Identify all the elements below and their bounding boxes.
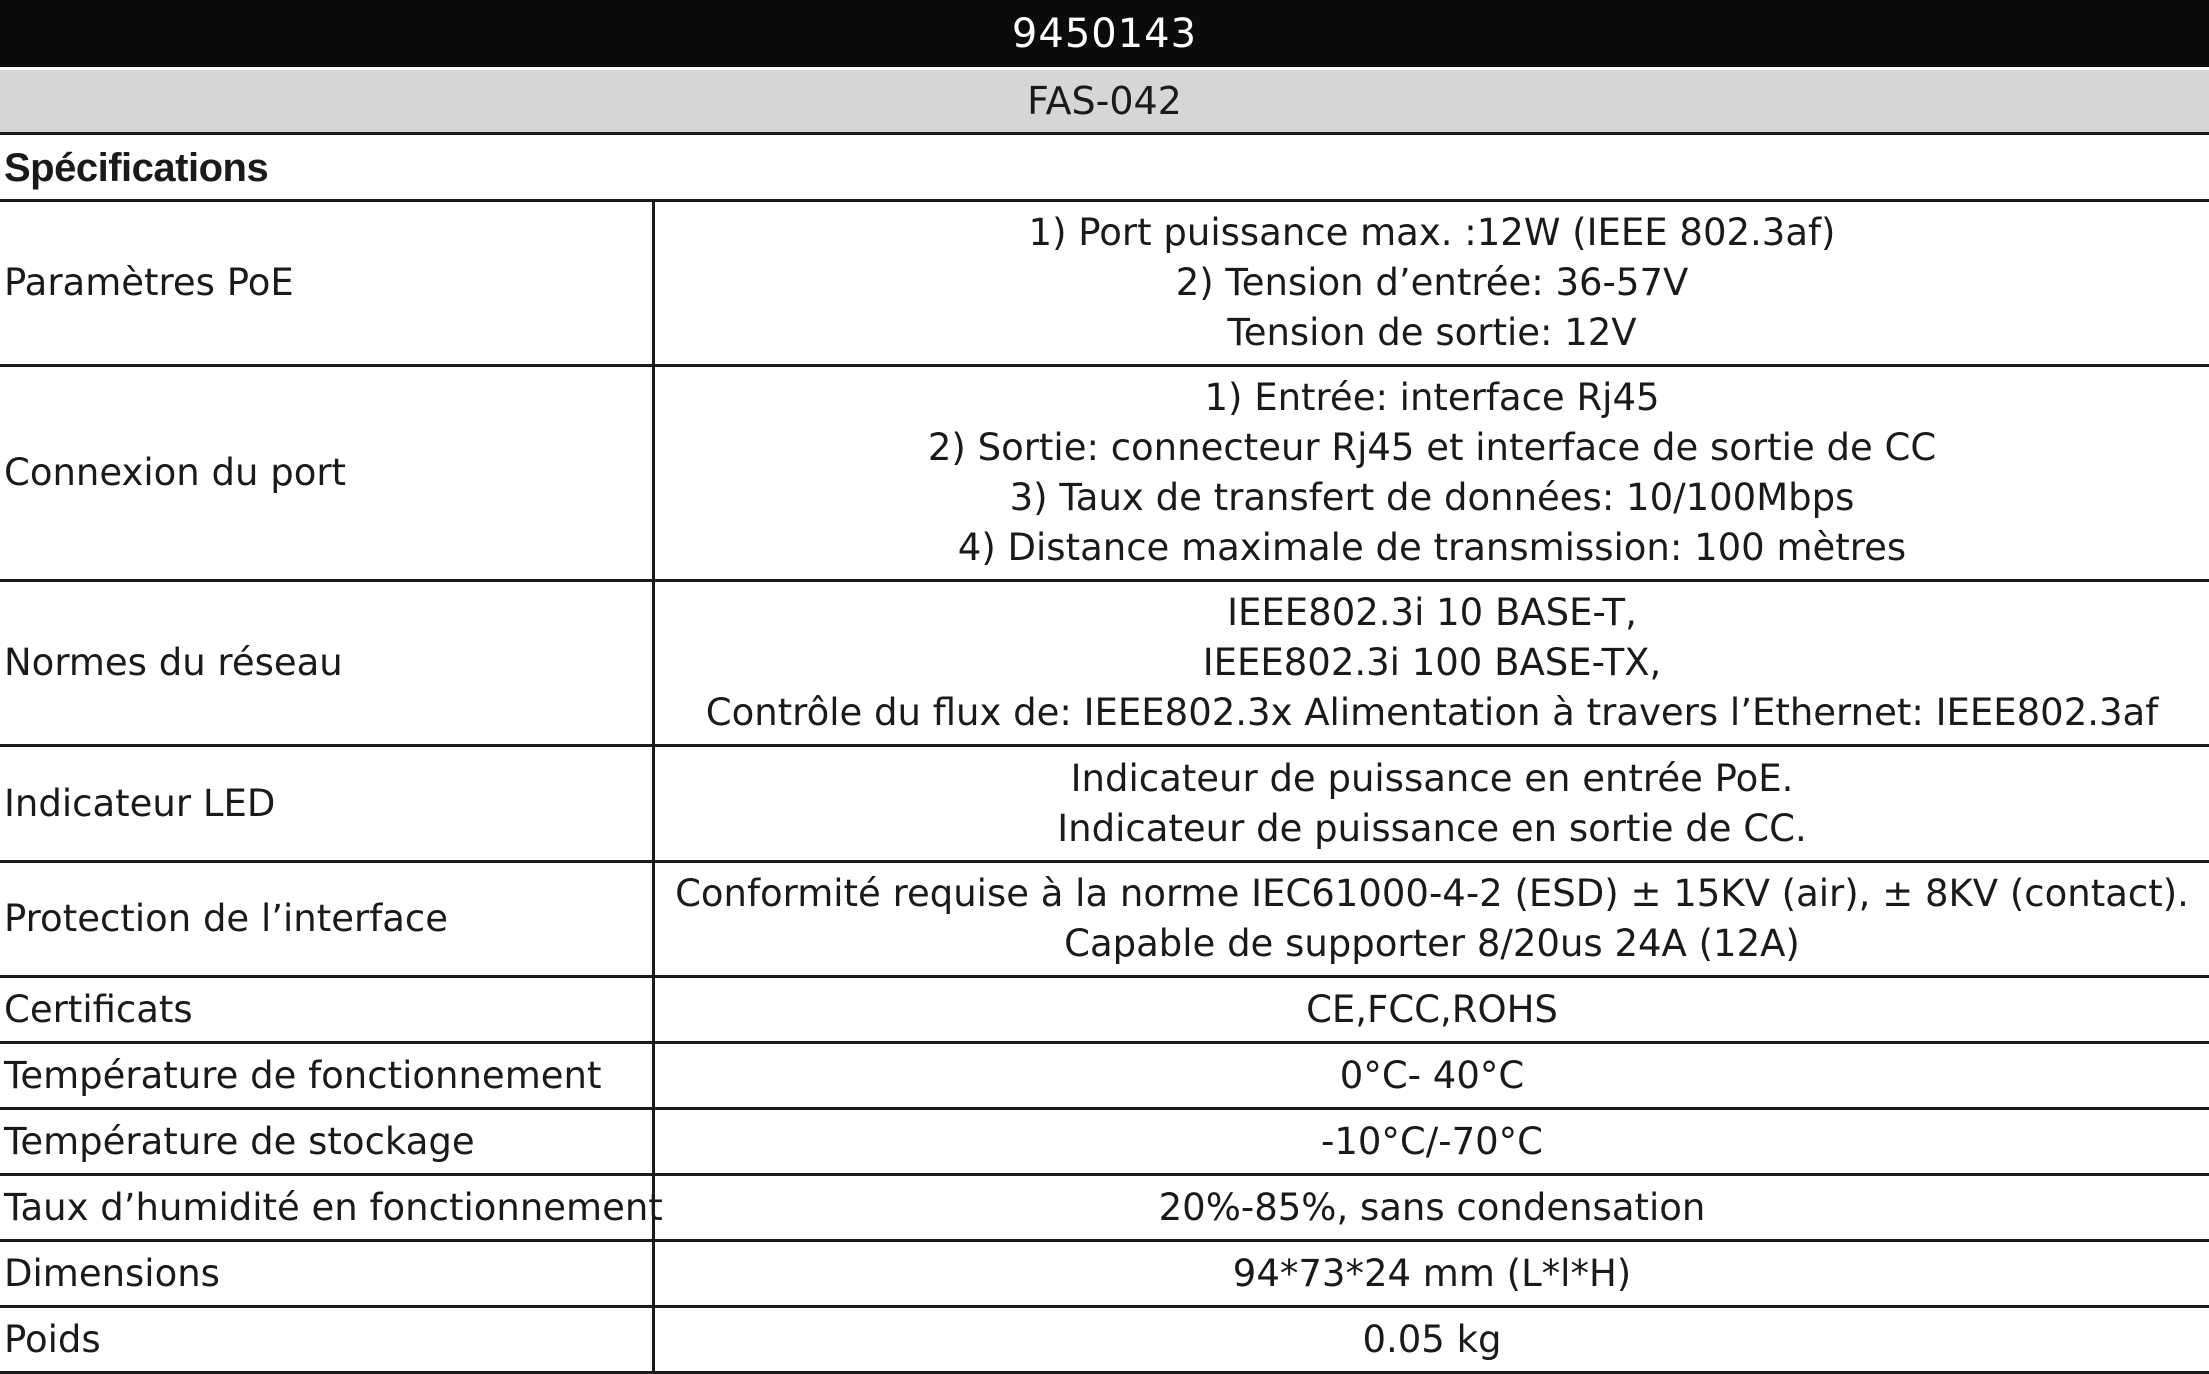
spec-table	[0, 199, 2209, 1374]
table-row	[0, 581, 2209, 746]
value-line: 2) Sortie: connecteur Rj45 et interface de sortie de CC	[655, 423, 2209, 473]
table-row	[0, 1307, 2209, 1373]
row-value	[654, 1175, 2209, 1241]
row-label: Température de fonctionnement	[0, 1043, 654, 1109]
row-label: Température de stockage	[0, 1109, 654, 1175]
value-line: Indicateur de puissance en sortie de CC.	[655, 804, 2209, 854]
row-label: Connexion du port	[0, 366, 654, 581]
row-value	[654, 977, 2209, 1043]
value-line: 1) Port puissance max. :12W (IEEE 802.3af)	[655, 208, 2209, 258]
row-label: Poids	[0, 1307, 654, 1373]
table-row	[0, 977, 2209, 1043]
product-code: 9450143	[1012, 11, 1197, 57]
value-line: 20%-85%, sans condensation	[655, 1183, 2209, 1233]
table-row	[0, 1109, 2209, 1175]
value-line: Conformité requise à la norme IEC61000-4-2 (ESD) ± 15KV (air), ± 8KV (contact).	[655, 869, 2209, 919]
table-row	[0, 862, 2209, 977]
row-label: Indicateur LED	[0, 746, 654, 862]
product-code-bar	[0, 0, 2209, 67]
row-label: Dimensions	[0, 1241, 654, 1307]
row-label: Certificats	[0, 977, 654, 1043]
model-number: FAS-042	[1027, 79, 1182, 123]
table-row	[0, 1043, 2209, 1109]
row-value	[654, 201, 2209, 366]
table-row	[0, 1241, 2209, 1307]
value-line: -10°C/-70°C	[655, 1117, 2209, 1167]
row-value	[654, 366, 2209, 581]
value-line: 2) Tension d’entrée: 36-57V	[655, 258, 2209, 308]
value-line: Indicateur de puissance en entrée PoE.	[655, 754, 2209, 804]
row-label: Taux d’humidité en fonctionnement	[0, 1175, 654, 1241]
value-line: CE,FCC,ROHS	[655, 985, 2209, 1035]
row-value	[654, 1043, 2209, 1109]
value-line: Tension de sortie: 12V	[655, 308, 2209, 358]
row-value	[654, 862, 2209, 977]
section-title: Spécifications	[4, 137, 268, 199]
table-row	[0, 201, 2209, 366]
row-label: Paramètres PoE	[0, 201, 654, 366]
value-line: Contrôle du flux de: IEEE802.3x Alimentation à travers l’Ethernet: IEEE802.3af	[655, 688, 2209, 738]
table-row	[0, 366, 2209, 581]
row-label: Normes du réseau	[0, 581, 654, 746]
table-row	[0, 746, 2209, 862]
value-line: IEEE802.3i 10 BASE-T,	[655, 588, 2209, 638]
value-line: 1) Entrée: interface Rj45	[655, 373, 2209, 423]
value-line: 3) Taux de transfert de données: 10/100Mbps	[655, 473, 2209, 523]
value-line: 0.05 kg	[655, 1315, 2209, 1365]
value-line: 0°C- 40°C	[655, 1051, 2209, 1101]
value-line: 4) Distance maximale de transmission: 100 mètres	[655, 523, 2209, 573]
row-label: Protection de l’interface	[0, 862, 654, 977]
row-value	[654, 1307, 2209, 1373]
model-bar	[0, 70, 2209, 135]
row-value	[654, 581, 2209, 746]
value-line: Capable de supporter 8/20us 24A (12A)	[655, 919, 2209, 969]
value-line: 94*73*24 mm (L*l*H)	[655, 1249, 2209, 1299]
table-row	[0, 1175, 2209, 1241]
row-value	[654, 746, 2209, 862]
row-value	[654, 1241, 2209, 1307]
row-value	[654, 1109, 2209, 1175]
value-line: IEEE802.3i 100 BASE-TX,	[655, 638, 2209, 688]
